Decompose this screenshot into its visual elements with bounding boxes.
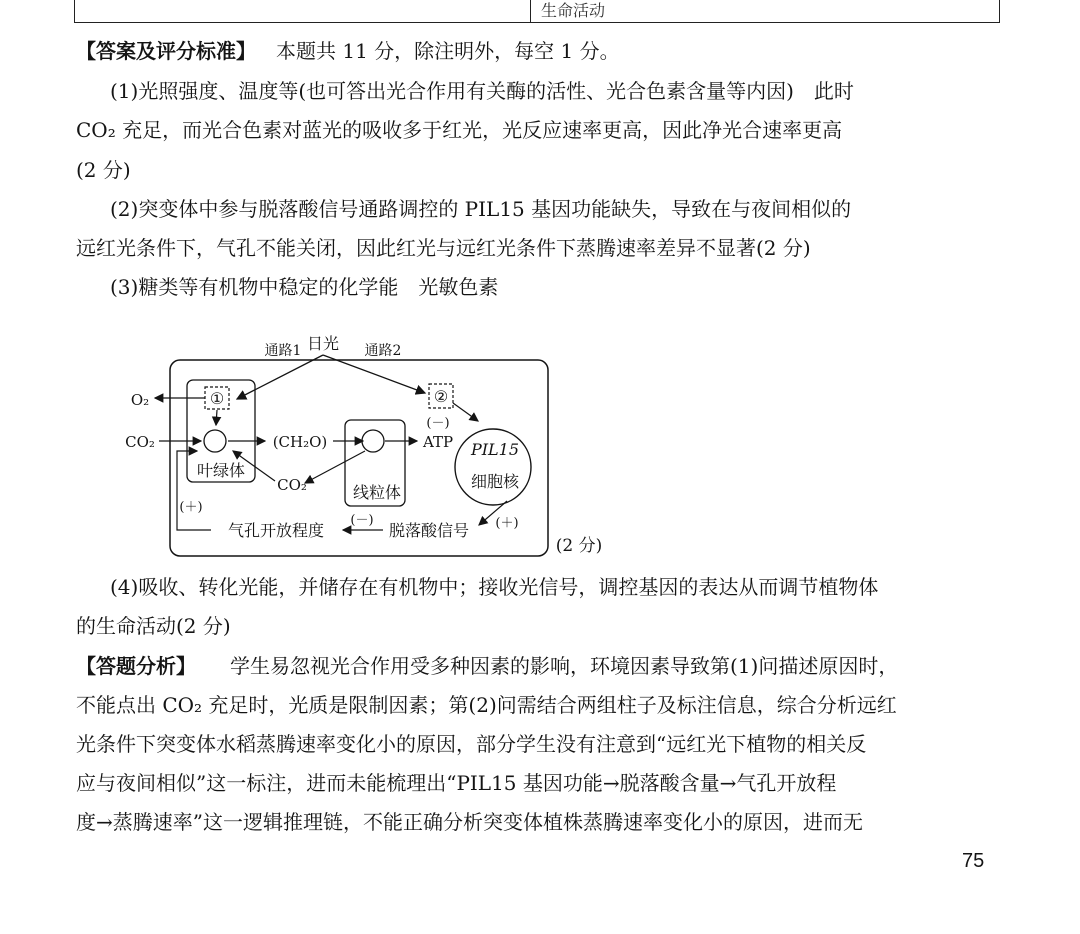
analysis-heading: 【答题分析】 [76,654,196,678]
q2-line2: 远红光条件下，气孔不能关闭，因此红光与远红光条件下蒸腾速率差异不显著(2 分) [76,236,811,260]
box2-label: ② [433,387,449,406]
box2-to-pil15-arrow [453,403,478,421]
diagram-score-label: (2 分) [555,536,603,556]
q1-line1: (1)光照强度、温度等(也可答出光合作用有关酶的活性、光合色素含量等内因) 此时 [110,79,854,103]
pil15-label: PIL15 [470,440,520,459]
sunlight-label: 日光 [306,335,340,353]
analysis-line5: 度→蒸腾速率”这一逻辑推理链，不能正确分析突变体植株蒸腾速率变化小的原因，进而无 [76,810,863,834]
answer-intro: 本题共 11 分，除注明外，每空 1 分。 [276,39,620,63]
table-cell-text: 生命活动 [541,1,606,20]
aba-signal-label: 脱落酸信号 [388,521,470,540]
table-divider [530,0,531,22]
page-number: 75 [962,850,985,872]
co2-input-label: CO₂ [125,433,155,451]
answer-heading: 【答案及评分标准】 [76,39,256,63]
q1-line2: CO₂ 充足，而光合色素对蓝光的吸收多于红光，光反应速率更高，因此净光合速率更高 [76,118,843,142]
atp-label: ATP [422,433,454,451]
o2-label: O₂ [130,391,150,409]
pathway1-arrow [237,355,323,399]
table-fragment [74,0,1000,23]
q4-line1: (4)吸收、转化光能，并储存在有机物中；接收光信号，调控基因的表达从而调节植物体 [110,575,879,599]
analysis-line4: 应与夜间相似”这一标注，进而未能梳理出“PIL15 基因功能→脱落酸含量→气孔开放程 [76,771,837,795]
sign-minus-top: (－) [426,416,450,431]
sign-plus-left: (＋) [179,500,203,515]
chloroplast-label: 叶绿体 [196,461,246,480]
analysis-line2: 不能点出 CO₂ 充足时，光质是限制因素；第(2)问需结合两组柱子及标注信息，综合分析远红 [76,693,897,717]
mitochondria-label: 线粒体 [352,483,402,502]
box1-down-arrow [216,410,217,425]
co2-output-label: CO₂ [277,476,307,494]
photosynthesis-diagram [115,335,635,570]
ch2o-label: (CH₂O) [272,433,328,451]
analysis-line3: 光条件下突变体水稻蒸腾速率变化小的原因，部分学生没有注意到“远红光下植物的相关反 [76,732,867,756]
nucleus-label: 细胞核 [470,472,520,491]
mitochondria-cycle-circle [362,430,384,452]
q4-line2: 的生命活动(2 分) [76,614,231,638]
analysis-line1: 学生易忽视光合作用受多种因素的影响，环境因素导致第(1)问描述原因时， [230,654,899,678]
sign-plus-right: (＋) [495,516,519,531]
q3-line1: (3)糖类等有机物中稳定的化学能 光敏色素 [110,275,499,299]
sign-minus-bottom: (－) [350,513,374,528]
box1-label: ① [209,389,225,408]
co2-release-arrow [305,451,365,483]
q1-line3: (2 分) [76,158,131,182]
stomata-label: 气孔开放程度 [227,521,325,540]
pathway1-label: 通路1 [264,343,302,359]
pathway2-label: 通路2 [364,343,402,359]
q2-line1: (2)突变体中参与脱落酸信号通路调控的 PIL15 基因功能缺失，导致在与夜间相似的 [110,197,852,221]
chloroplast-cycle-circle [204,430,226,452]
